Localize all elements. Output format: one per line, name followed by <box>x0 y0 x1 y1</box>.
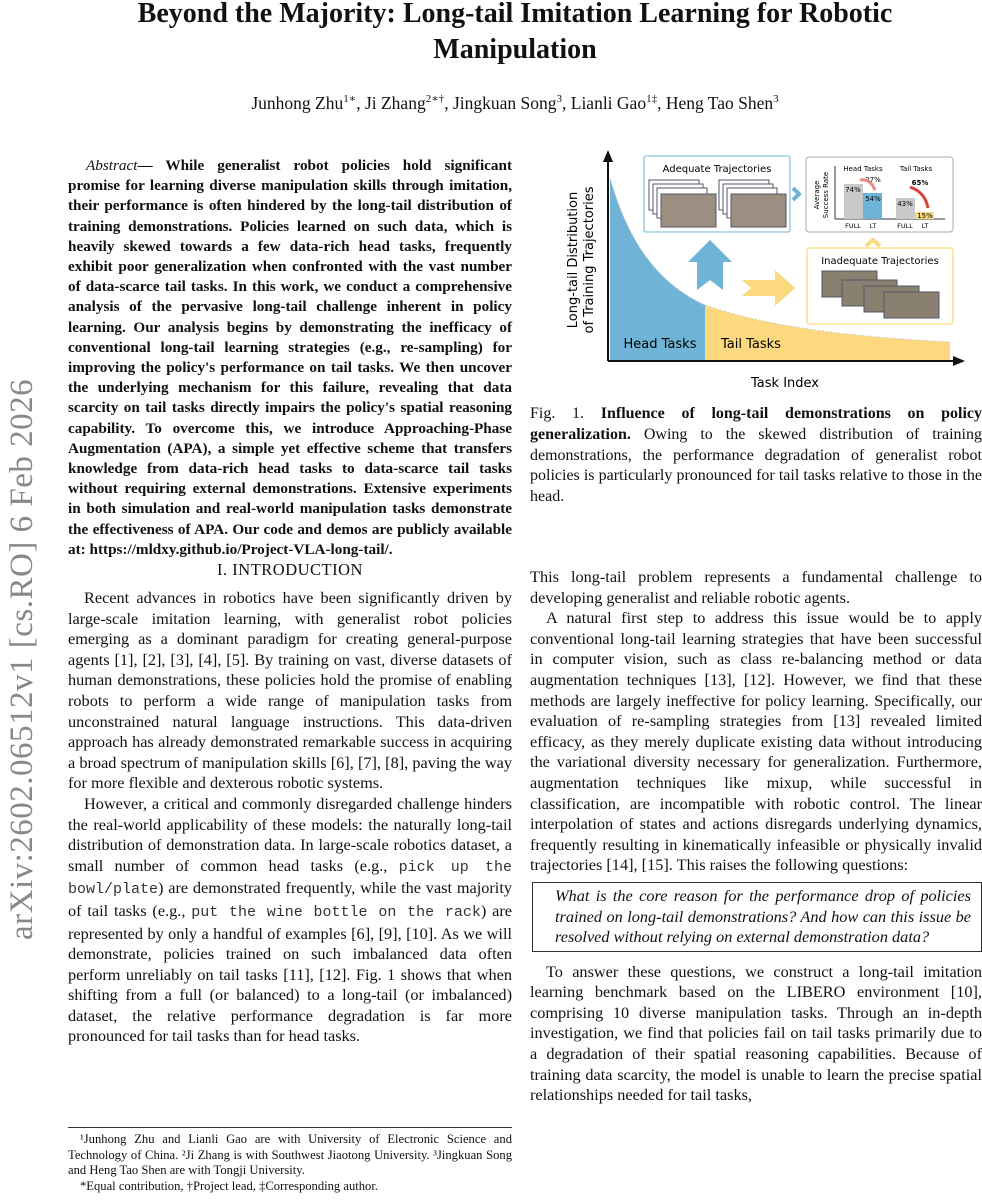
bar-value: 15% <box>917 212 933 220</box>
abstract-label: Abstract <box>86 157 138 174</box>
introduction <box>68 588 512 1047</box>
x-tick: LT <box>869 222 877 230</box>
paper-title: Beyond the Majority: Long-tail Imitation Learning for Robotic Manipulation <box>137 0 893 65</box>
author-mark: 3 <box>773 93 779 105</box>
abstract-text: — While generalist robot policies hold significant promise for learning diverse manipulation skills through imitation, their performance is often hindered by the long-tail distribution of training demonstrations. Policies learned on such data, which is heavily skewed towards a few data-rich head tasks, frequently exhibit poor generalization when confronted with the vast number of data-scarce tail tasks. In this work, we conduct a comprehensive analysis of the pervasive long-tail challenge inherent in policy learning. Our analysis begins by demonstrating the inefficacy of conventional long-tail learning strategies (e.g., re-sampling) for improving the policy's performance on tail tasks. We then uncover the underlying mechanism for this failure, revealing that data scarcity on tail tasks directly impairs the policy's spatial reasoning capability. To overcome this, we introduce Approaching-Phase Augmentation (APA), a simple yet effective scheme that transfers knowledge from data-rich head tasks to data-scarce tail tasks without requiring external demonstrations. Extensive experiments in both simulation and real-world manipulation tasks demonstrate the effectiveness of APA. Our code and demos are publicly available at: https://mldxy.github.io/Project-VLA-long-tail/. <box>68 157 512 558</box>
caption-text: Owing to the skewed distribution of training demonstrations, the performance degradation of generalist robot policies is particularly pronounced for tail tasks relative to those in the head. <box>530 425 982 506</box>
author: Ji Zhang <box>364 92 426 113</box>
up-arrow-icon <box>688 240 732 290</box>
paragraph: A natural first step to address this issue would be to apply conventional long-tail learning strategies that have been successful in computer vision, such as class re-balancing method or data augmentation techniques [13], [12]. However, we find that these methods are largely ineffective for policy learning. Specifically, our evaluation of re-sampling strategies from [13] revealed limited efficacy, as they merely duplicate existing data without introducing the variational diversity necessary for generalization. Furthermore, augmentation techniques like mixup, while successful in classification, are incompatible with robotic control. The linear interpolation of states and actions disregards underlying dynamics, frequently resulting in kinematically infeasible or physically invalid trajectories [14], [15]. This raises the following questions: <box>530 608 982 875</box>
right-arrow-icon <box>742 270 795 306</box>
author: Lianli Gao <box>570 92 647 113</box>
code-snippet: pick up the bowl/plate <box>68 858 512 899</box>
inset-head-label: Head Tasks <box>843 165 883 173</box>
author-mark: 1‡ <box>646 93 658 105</box>
bar-value: 54% <box>865 195 881 203</box>
inset-y-label: Success Rate <box>822 171 830 219</box>
text: ) are demonstrated frequently, while the vast majority of tail tasks (e.g., <box>68 878 512 920</box>
y-axis-arrow-icon <box>603 150 613 162</box>
inadequate-label: Inadequate Trajectories <box>821 256 939 267</box>
arxiv-stamp: arXiv:2602.06512v1 [cs.RO] 6 Feb 2026 <box>4 378 40 940</box>
footnote: *Equal contribution, †Project lead, ‡Corresponding author. <box>80 1178 378 1193</box>
caption-title: Influence of long-tail demonstrations on policy generalization. <box>530 405 982 443</box>
author: Jingkuan Song <box>452 92 557 113</box>
head-tasks-label: Head Tasks <box>623 337 697 352</box>
figure-caption <box>530 404 982 508</box>
caption-label: Fig. 1. <box>530 405 585 422</box>
text: However, a critical and commonly disregarded challenge hinders the real-world applicability of these models: the naturally long-tail distribution of demonstration data. In large-scale robotics dataset, a small number of common head tasks (e.g., <box>68 793 512 875</box>
drop-value: 65% <box>911 179 929 187</box>
right-column-text <box>530 567 982 1106</box>
tail-tasks-label: Tail Tasks <box>721 337 781 352</box>
abstract <box>68 156 512 560</box>
author: Heng Tao Shen <box>665 92 774 113</box>
footnotes <box>68 1127 512 1194</box>
y-axis-label: Long-tail Distribution <box>566 191 581 329</box>
paragraph: Recent advances in robotics have been significantly driven by large-scale imitation learning, with generalist robot policies emerging as a dominant paradigm for creating general-purpose agents [1], [2], [3], [4], [5]. By training on vast, diverse datasets of human demonstrations, these policies hold the promise of enabling robots to perform a wide range of manipulation tasks from unconstrained natural language instructions. This data-driven approach has already demonstrated remarkable success in acquiring a broad spectrum of manipulation skills [6], [7], [8], paving the way for more flexible and dexterous robotic systems. <box>68 588 512 793</box>
inset-y-label: Average <box>813 180 821 210</box>
x-axis-label: Task Index <box>751 376 819 391</box>
x-tick: LT <box>921 222 929 230</box>
drop-value: 27% <box>865 176 881 184</box>
x-tick: FULL <box>897 222 913 230</box>
footnote: ¹Junhong Zhu and Lianli Gao are with University of Electronic Science and Technology of China. ²Ji Zhang is with Southwest Jiaotong University. ³Jingkuan Song and Heng Tao Shen are with Tongji University. <box>68 1132 512 1177</box>
figure-1 <box>555 140 975 395</box>
paragraph <box>68 794 512 1047</box>
paragraph: This long-tail problem represents a fundamental challenge to developing generalist and reliable robotic agents. <box>530 567 982 607</box>
author-list: Junhong Zhu$^{1∗}$, Ji Zhang$^{2∗\dagger}$, Jingkuan Song$^3$, Lianli Gao$^{1\ddagger}$, Heng Tao Shen$^3$ <box>251 92 779 113</box>
y-axis-label: of Training Trajectories <box>582 186 597 334</box>
text: ) are represented by only a handful of examples [6], [9], [10]. As we will demonstrate, policies trained on such imbalanced data often perform unreliably on tail tasks [11], [12]. Fig. 1 shows that when shifting from a full (or balanced) to a long-tail (or imbalanced) dataset, the relative performance degradation is far more pronounced for tail tasks than for head tasks. <box>68 900 513 1046</box>
code-snippet: put the wine bottle on the rack <box>191 903 481 921</box>
author-mark: 2∗† <box>425 93 445 105</box>
x-tick: FULL <box>845 222 861 230</box>
author: Junhong Zhu <box>251 92 344 113</box>
author-mark: 1∗ <box>343 93 357 105</box>
paragraph: To answer these questions, we construct a long-tail imitation learning benchmark based on the LIBERO environment [10], comprising 10 diverse manipulation tasks. Through an in-depth investigation, we find that policies fail on tail tasks primarily due to a degradation of their spatial reasoning capabilities. Because of training data scarcity, the model is unable to learn the precise spatial relationships needed for tail tasks, <box>530 961 982 1105</box>
author-mark: 3 <box>556 93 562 105</box>
section-heading: I. INTRODUCTION <box>217 560 363 579</box>
x-axis-arrow-icon <box>953 356 965 366</box>
chevron-up-icon <box>866 240 880 246</box>
inset-tail-label: Tail Tasks <box>899 165 933 173</box>
adequate-label: Adequate Trajectories <box>662 164 772 175</box>
research-question-box: What is the core reason for the performance drop of policies trained on long-tail demonstrations? And how can this issue be resolved without relying on external demonstration data? <box>532 882 982 952</box>
bar-value: 43% <box>897 200 913 208</box>
bar-value: 74% <box>845 186 861 194</box>
chevron-right-icon <box>793 188 799 200</box>
